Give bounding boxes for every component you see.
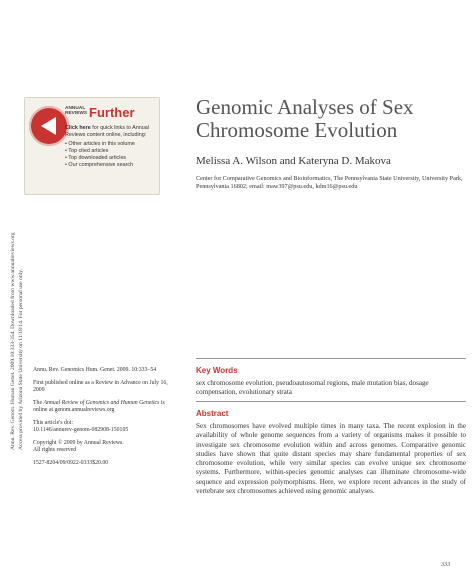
abstract-divider [196,401,466,402]
first-published-note: First published online as a Review in Advance on July 16, 2009 [33,379,168,393]
annual-reviews-play-icon[interactable] [29,106,69,146]
online-suffix: is online at genom.annualreviews.org [33,399,165,413]
further-link-top-cited[interactable]: • Top cited articles [65,148,155,155]
publication-metadata [33,367,173,473]
click-here-link[interactable]: Click here [65,125,91,131]
further-link-top-downloaded[interactable]: • Top downloaded articles [65,155,155,162]
article-title-line-2: Chromosome Evolution [196,118,398,142]
further-description-text: for quick links to Annual Reviews content online, including: [65,125,149,138]
author-affiliation: Center for Comparative Genomics and Bioinformatics, The Pennsylvania State University, University Park, Pennsylvania 16802; email: maw397@psu.edu, kdm16@psu.edu [196,175,463,190]
further-links-list [65,141,155,168]
further-link-other-articles[interactable]: • Other articles in this volume [65,141,155,148]
page-number: 333 [441,561,451,568]
abstract-heading: Abstract [196,409,229,418]
further-reading-box[interactable] [24,97,160,195]
further-heading: Further [89,105,135,120]
article-title-line-1: Genomic Analyses of Sex [196,95,414,119]
doi-value[interactable]: 10.1146/annurev-genom-082908-150105 [33,427,129,433]
download-notice-line-1: Annu. Rev. Genom. Human Genet. 2009.10:333-354. Downloaded from www.annualreviews.org [10,232,16,450]
further-link-search[interactable]: • Our comprehensive search [65,162,155,169]
keywords-divider [196,358,466,359]
copyright-block [33,440,173,454]
journal-citation: Annu. Rev. Genomics Hum. Genet. 2009. 10:333–54 [33,367,157,373]
article-title [196,96,466,142]
keywords-heading: Key Words [196,366,238,375]
download-notice-line-2: Access provided by Arizona State University on 11/18/14. For personal use only. [18,268,24,450]
rights-line: All rights reserved [33,447,77,453]
copyright-line: Copyright © 2009 by Annual Reviews. [33,439,124,446]
further-description [65,125,155,168]
issn-line: 1527-8204/09/0922-0333$20.00 [33,459,109,466]
annual-reviews-label: ANNUAL REVIEWS [65,106,88,117]
doi-label: This article's doi: [33,419,74,426]
keywords-text: sex chromosome evolution, pseudoautosomal regions, male mutation bias, dosage compensation, evolutionary strata [196,379,429,396]
online-prefix: The [33,399,44,406]
abstract-text: Sex chromosomes have evolved multiple times in many taxa. The recent explosion in the availability of whole genome sequences from a variety of organisms makes it possible to investigate sex chromosome evolution within and across genomes. Comparative genomic studies have shown that quite distant species may share fundamental properties of sex chromosome evolution, while very similar species can evolve unique sex chromosome systems. Furthermore, within-species genomic analyses can illuminate chromosome-wide sequence and expression polymorphisms. Here, we explore recent advances in the study of vertebrate sex chromosomes achieved using genomic analyses. [196,422,466,496]
online-availability [33,400,173,414]
journal-name: Annual Review of Genomics and Human Genetics [43,399,160,406]
doi-block [33,420,173,434]
article-authors: Melissa A. Wilson and Kateryna D. Makova [196,155,391,167]
